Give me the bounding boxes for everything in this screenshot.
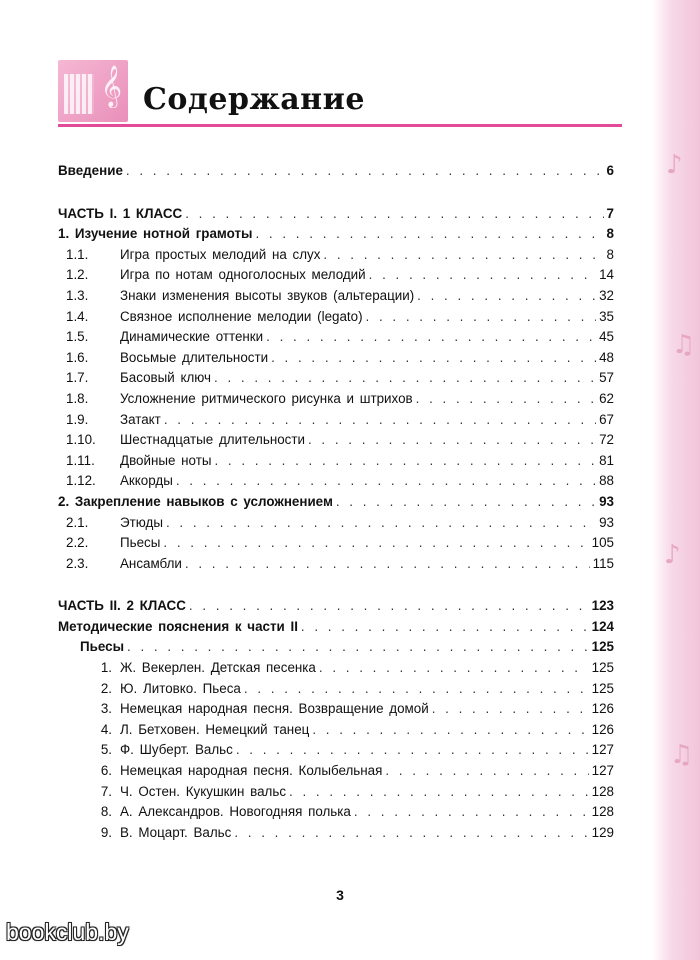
toc-entry[interactable]: [58, 681, 614, 702]
toc-entry-label: А. Александров. Новогодняя полька: [120, 804, 351, 820]
dot-leader: [176, 473, 596, 488]
toc-entry-number: 1.11.: [66, 452, 95, 468]
toc-entry-label: Динамические оттенки: [120, 329, 264, 345]
dot-leader: [214, 453, 596, 468]
dot-leader: [289, 784, 589, 799]
toc-entry-label: Этюды: [120, 514, 163, 530]
toc-entry-number: 9.: [100, 824, 112, 840]
dot-leader: [185, 206, 603, 221]
toc-entry[interactable]: [58, 226, 614, 247]
toc-entry-page: 128: [591, 783, 614, 799]
music-clef-logo-icon: 𝄞: [58, 60, 128, 122]
toc-entry-label: ЧАСТЬ II. 2 КЛАСС: [58, 598, 186, 614]
toc-entry-number: 1.4.: [66, 308, 89, 324]
dot-leader: [323, 247, 603, 262]
toc-entry-title: [58, 825, 231, 840]
dot-leader: [416, 391, 596, 406]
toc-entry-label: 2. Закрепление навыков с усложнением: [58, 493, 333, 509]
toc-entry-page: 45: [599, 329, 614, 345]
dot-leader: [234, 825, 588, 840]
toc-entry-number: 2.3.: [66, 555, 89, 571]
dot-leader: [126, 163, 604, 178]
toc-entry[interactable]: [58, 473, 614, 494]
toc-entry-title: [58, 473, 173, 488]
toc-entry-label: Знаки изменения высоты звуков (альтерации): [120, 287, 415, 303]
dot-leader: [255, 226, 603, 241]
toc-entry-title: [58, 556, 182, 571]
toc-entry[interactable]: [58, 742, 614, 763]
toc-entry-number: 2.2.: [66, 535, 89, 551]
toc-entry-page: 127: [591, 763, 614, 779]
dot-leader: [166, 515, 596, 530]
toc-entry-title: [58, 598, 186, 613]
page-number: 3: [336, 887, 344, 903]
music-note-icon: ♪: [666, 150, 683, 180]
dot-leader: [127, 639, 589, 654]
toc-entry-number: 1.8.: [66, 390, 89, 406]
dot-leader: [385, 763, 588, 778]
toc-entry-label: Методические пояснения к части II: [58, 618, 298, 634]
toc-entry-number: 3.: [100, 701, 112, 717]
toc-gap: [58, 184, 614, 206]
toc-entry-page: 32: [599, 287, 614, 303]
toc-entry[interactable]: [58, 370, 614, 391]
toc-entry-label: Аккорды: [120, 473, 173, 489]
dot-leader: [319, 660, 589, 675]
toc-entry-label: Немецкая народная песня. Колыбельная: [120, 763, 383, 779]
toc-entry-number: 2.: [100, 680, 112, 696]
toc-entry-page: 115: [592, 555, 614, 571]
toc-entry-page: 125: [591, 660, 614, 676]
right-decor-strip: [652, 0, 700, 960]
toc-entry-label: Пьесы: [120, 535, 161, 551]
toc-entry-page: 126: [591, 701, 614, 717]
dot-leader: [189, 598, 589, 613]
toc-entry[interactable]: [58, 619, 614, 640]
toc-entry-label: Восьмые длительности: [120, 349, 269, 365]
toc-entry-page: 35: [599, 308, 614, 324]
toc-entry[interactable]: [58, 206, 614, 227]
toc-entry-page: 81: [599, 452, 614, 468]
toc-entry-title: [58, 742, 233, 757]
toc-entry-label: Пьесы: [80, 639, 125, 655]
toc-entry-title: [58, 494, 333, 509]
toc-entry-page: 48: [599, 349, 614, 365]
toc-entry-label: ЧАСТЬ I. 1 КЛАСС: [58, 205, 183, 221]
toc-entry-title: [58, 267, 366, 282]
toc-entry-title: [58, 226, 252, 241]
toc-entry-title: [58, 391, 413, 406]
toc-entry[interactable]: [58, 535, 614, 556]
dot-leader: [236, 742, 589, 757]
toc-entry[interactable]: [58, 247, 614, 268]
toc-entry-number: 1.1.: [66, 246, 89, 262]
toc-entry[interactable]: [58, 453, 614, 474]
dot-leader: [312, 722, 588, 737]
toc-entry-label: Шестнадцатые длительности: [120, 432, 305, 448]
toc-entry[interactable]: [58, 784, 614, 805]
toc-entry-page: 125: [591, 639, 614, 655]
toc-entry-page: 105: [591, 535, 614, 551]
dot-leader: [164, 412, 596, 427]
toc-entry[interactable]: [58, 556, 614, 577]
toc-entry[interactable]: [58, 391, 614, 412]
toc-entry-title: [58, 163, 123, 178]
table-of-contents: [58, 163, 614, 845]
toc-entry-number: 1.3.: [66, 287, 89, 303]
toc-entry-page: 128: [591, 804, 614, 820]
toc-entry-label: Связное исполнение мелодии (legato): [120, 308, 363, 324]
toc-entry-page: 67: [599, 411, 614, 427]
toc-entry-label: Игра простых мелодий на слух: [120, 246, 321, 262]
toc-entry[interactable]: [58, 598, 614, 619]
toc-entry-page: 57: [599, 370, 614, 386]
dot-leader: [301, 619, 589, 634]
music-note-icon: ♫: [672, 330, 696, 360]
toc-entry-label: Ф. Шуберт. Вальс: [120, 742, 233, 758]
toc-entry-number: 1.9.: [66, 411, 89, 427]
toc-entry[interactable]: [58, 432, 614, 453]
music-note-icon: ♫: [670, 740, 694, 770]
toc-entry-page: 129: [591, 824, 614, 840]
toc-entry-page: 123: [591, 598, 614, 614]
toc-entry-label: Введение: [58, 163, 123, 178]
toc-entry-title: [58, 804, 351, 819]
toc-entry-title: [58, 288, 414, 303]
toc-entry[interactable]: [58, 763, 614, 784]
toc-entry-label: В. Моцарт. Вальс: [120, 824, 232, 840]
toc-entry-label: Игра по нотам одноголосных мелодий: [120, 267, 366, 283]
toc-gap: [58, 576, 614, 598]
toc-entry-label: Усложнение ритмического рисунка и штрихов: [120, 390, 413, 406]
toc-entry-number: 1.12.: [66, 473, 96, 489]
toc-entry-label: Ю. Литовко. Пьеса: [120, 680, 241, 696]
dot-leader: [163, 535, 588, 550]
toc-entry-title: [58, 453, 211, 468]
toc-entry-label: 1. Изучение нотной грамоты: [58, 226, 253, 242]
toc-entry-page: 7: [606, 205, 614, 221]
toc-entry-title: [58, 784, 286, 799]
toc-entry-title: [58, 722, 309, 737]
toc-entry-label: Двойные ноты: [120, 452, 212, 468]
toc-entry-page: 72: [599, 432, 614, 448]
toc-entry[interactable]: [58, 804, 614, 825]
toc-entry-title: [58, 535, 160, 550]
toc-entry-title: [58, 619, 298, 634]
toc-entry-page: 93: [599, 514, 614, 530]
toc-entry-number: 5.: [100, 742, 112, 758]
toc-entry[interactable]: [58, 494, 614, 515]
toc-entry-number: 1.5.: [66, 329, 89, 345]
toc-entry[interactable]: [58, 163, 614, 184]
toc-entry-label: Ч. Остен. Кукушкин вальс: [120, 783, 287, 799]
toc-entry-title: [58, 370, 211, 385]
toc-entry-page: 127: [591, 742, 614, 758]
toc-entry-title: [58, 701, 429, 716]
toc-entry-number: 1.6.: [66, 349, 89, 365]
toc-entry-title: [58, 763, 382, 778]
toc-entry-label: Ж. Векерлен. Детская песенка: [120, 660, 316, 676]
toc-entry-page: 88: [599, 473, 614, 489]
toc-entry-number: 8.: [100, 804, 112, 820]
toc-entry-number: 1.10.: [66, 432, 96, 448]
dot-leader: [354, 804, 589, 819]
toc-entry[interactable]: [58, 825, 614, 846]
dot-leader: [366, 309, 597, 324]
dot-leader: [432, 701, 589, 716]
toc-entry-title: [58, 350, 268, 365]
toc-entry-page: 14: [599, 267, 614, 283]
toc-entry-number: 1.: [100, 660, 112, 676]
toc-entry-title: [58, 681, 241, 696]
dot-leader: [308, 432, 596, 447]
toc-entry-number: 1.2.: [66, 267, 89, 283]
dot-leader: [244, 681, 589, 696]
toc-entry-label: Затакт: [120, 411, 161, 427]
dot-leader: [417, 288, 596, 303]
dot-leader: [336, 494, 596, 509]
toc-entry-title: [58, 639, 124, 654]
toc-entry-number: 1.7.: [66, 370, 89, 386]
toc-entry[interactable]: [58, 701, 614, 722]
dot-leader: [214, 370, 596, 385]
toc-entry-title: [58, 660, 316, 675]
toc-entry-title: [58, 309, 363, 324]
toc-entry-page: 8: [606, 246, 614, 262]
toc-entry[interactable]: [58, 350, 614, 371]
music-note-icon: ♪: [664, 540, 681, 570]
watermark: bookclub.by: [6, 919, 129, 945]
toc-entry-title: [58, 247, 320, 262]
toc-entry-page: 126: [591, 721, 614, 737]
toc-entry-number: 2.1.: [66, 514, 89, 530]
dot-leader: [369, 267, 596, 282]
toc-entry-page: 93: [599, 493, 614, 509]
toc-entry[interactable]: [58, 660, 614, 681]
toc-entry-page: 6: [606, 163, 614, 178]
toc-entry-number: 4.: [100, 721, 112, 737]
page-title: Содержание: [143, 82, 365, 117]
toc-entry[interactable]: [58, 722, 614, 743]
toc-entry-label: Ансамбли: [120, 555, 182, 571]
dot-leader: [271, 350, 596, 365]
dot-leader: [185, 556, 590, 571]
toc-entry[interactable]: [58, 412, 614, 433]
toc-entry-number: 7.: [100, 783, 112, 799]
toc-entry[interactable]: [58, 288, 614, 309]
toc-entry-page: 62: [599, 390, 614, 406]
toc-entry[interactable]: [58, 309, 614, 330]
toc-entry-page: 125: [591, 680, 614, 696]
toc-entry-label: Басовый ключ: [120, 370, 212, 386]
toc-entry[interactable]: [58, 639, 614, 660]
dot-leader: [266, 329, 596, 344]
toc-entry-title: [58, 412, 161, 427]
toc-entry-label: Немецкая народная песня. Возвращение домой: [120, 701, 429, 717]
toc-entry-number: 6.: [100, 763, 112, 779]
title-underline: [58, 124, 622, 127]
toc-entry-title: [58, 432, 305, 447]
toc-entry-page: 8: [606, 226, 614, 242]
toc-entry-title: [58, 515, 163, 530]
toc-entry[interactable]: [58, 515, 614, 536]
toc-entry-title: [58, 206, 182, 221]
toc-entry[interactable]: [58, 329, 614, 350]
toc-entry-title: [58, 329, 263, 344]
toc-entry-label: Л. Бетховен. Немецкий танец: [120, 721, 310, 737]
toc-entry[interactable]: [58, 267, 614, 288]
toc-entry-page: 124: [591, 618, 614, 634]
